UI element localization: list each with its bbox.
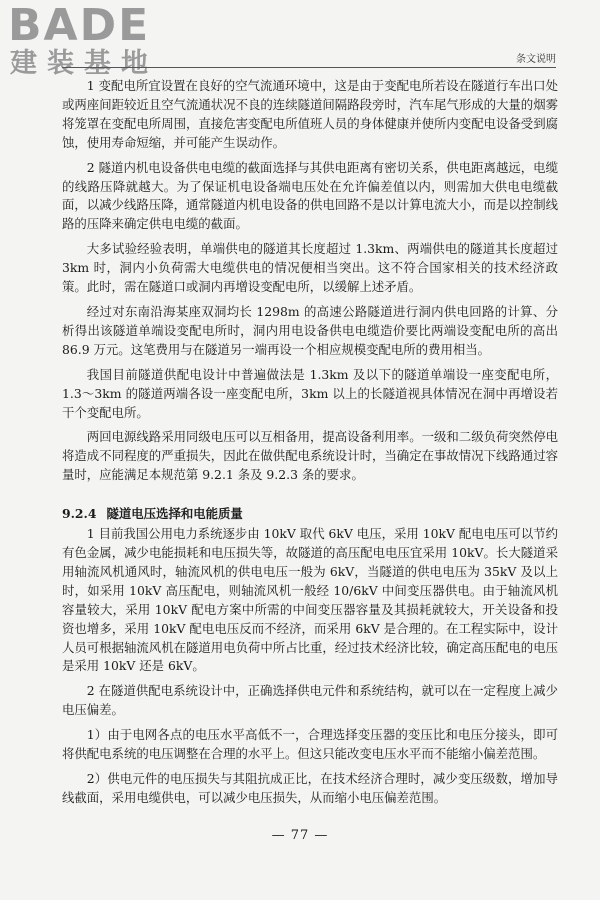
page-body <box>62 77 558 808</box>
paragraph: 2 隧道内机电设备供电电缆的截面选择与其供电距离有密切关系，供电距离越远，电缆的线路压降就越大。为了保证机电设备端电压处在允许偏差值以内，则需加大供电电缆截面，以减少线路压降，通常隧道内机电设备的供电回路不是以计算电流大小，而是以控制线路的压降来确定供电电缆的截面。 <box>62 159 558 232</box>
paragraph: 我国目前隧道供配电设计中普遍做法是 1.3km 及以下的隧道单端设一座变配电所，1.3～3km 的隧道两端各设一座变配电所，3km 以上的长隧道视具体情况在洞中再增设若干个变配电所。 <box>62 366 558 420</box>
page-number: — 77 — <box>271 828 329 843</box>
paragraph: 大多试验经验表明，单端供电的隧道其长度超过 1.3km、两端供电的隧道其长度超过 3km 时，洞内小负荷需大电缆供电的情况便相当突出。这不符合国家相关的技术经济政策。此时，需在隧道口或洞内再增设变配电所，以缓解上述矛盾。 <box>62 241 558 295</box>
publisher-logo <box>8 2 208 84</box>
paragraph: 1）由于电网各点的电压水平高低不一，合理选择变压器的变压比和电压分接头，即可将供配电系统的电压调整在合理的水平上。但这只能改变电压水平而不能缩小偏差范围。 <box>62 727 558 762</box>
paragraph: 2 在隧道供配电系统设计中，正确选择供电元件和系统结构，就可以在一定程度上减少电压偏差。 <box>62 683 558 718</box>
section-number: 9.2.4 <box>62 506 97 522</box>
paragraph: 经过对东南沿海某座双洞均长 1298m 的高速公路隧道进行洞内供电回路的计算、分析得出该隧道单端设变配电所时，洞内用电设备供电电缆造价要比两端设变配电所的高出 86.9 万元。这笔费用与在隧道另一端再设一个相应规模变配电所的费用相当。 <box>62 303 558 357</box>
paragraph: 1 变配电所宜设置在良好的空气流通环境中，这是由于变配电所若设在隧道行车出口处或两座间距较近且空气流通状况不良的连续隧道间隔路段旁时，汽车尾气形成的大量的烟雾将笼罩在变配电所周围，直接危害变配电所值班人员的身体健康并使所内变配电设备受到腐蚀，使用寿命短缩，并可能产生误动作。 <box>62 78 558 150</box>
paragraph: 1 目前我国公用电力系统逐步由 10kV 取代 6kV 电压，采用 10kV 配电电压可以节约有色金属，减少电能损耗和电压损失等，故隧道的高压配电电压宜采用 10kV。长大隧道采用轴流风机通风时，轴流风机的供电电压一般为 6kV，当隧道的供电电压为 35kV 及以上时，如采用 10kV 高压配电，则轴流风机一般经 10/6kV 中间变压器供电。由于轴流风机容量较大，采用 10kV 配电方案中所需的中间变压器容量及其损耗就较大，开关设备和投资也增多，采用 10kV 配电电压反而不经济，而采用 6kV 是合理的。在工程实际中，设计人员可根据轴流风机在隧道用电负荷中所占比重，经过技术经济比较，确定高压配电的电压是采用 10kV 还是 6kV。 <box>62 526 558 674</box>
logo-wordmark: BADE <box>8 0 151 51</box>
paragraph: 2）供电元件的电压损失与其阻抗成正比，在技术经济合理时，减少变压级数，增加导线截面，采用电缆供电，可以减少电压损失，从而缩小电压偏差范围。 <box>62 771 558 805</box>
logo-chinese-name: 建装基地 <box>10 48 158 79</box>
running-header: 条文说明 <box>516 54 556 65</box>
section-title: 隧道电压选择和电能质量 <box>106 506 243 522</box>
paragraph: 两回电源线路采用同级电压可以互相备用，提高设备利用率。一级和二级负荷突然停电将造成不同程度的严重损失，因此在做供配电系统设计时，当确定在事故情况下线路通过容量时，应能满足本规范第 9.2.1 条及 9.2.3 条的要求。 <box>62 429 558 483</box>
header-divider <box>62 67 556 68</box>
section-heading <box>62 504 558 523</box>
